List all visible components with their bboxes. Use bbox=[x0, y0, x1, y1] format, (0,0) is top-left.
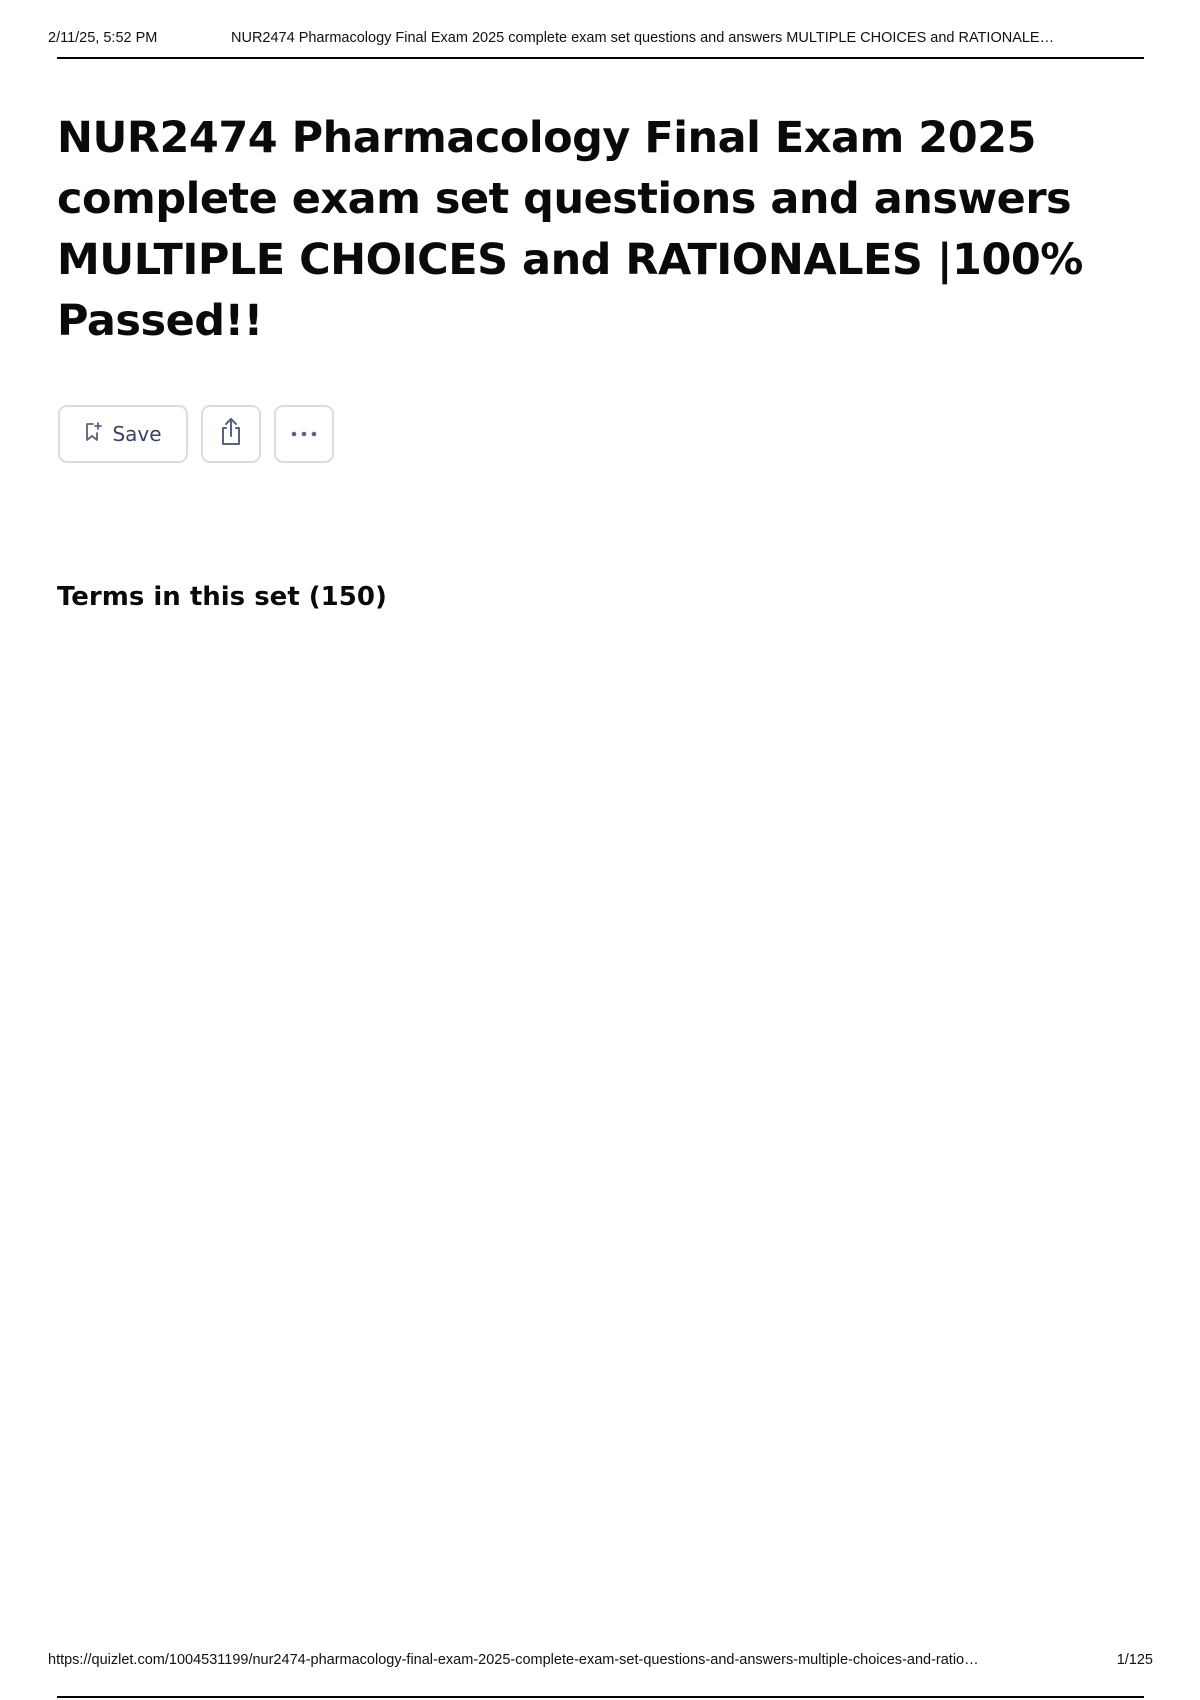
print-document-title: NUR2474 Pharmacology Final Exam 2025 complete exam set questions and answers MULTIPLE CHOICES and RATIONALE… bbox=[231, 30, 1055, 46]
more-options-button[interactable] bbox=[274, 405, 334, 463]
header-divider bbox=[57, 57, 1144, 59]
set-actions-toolbar bbox=[58, 405, 334, 463]
save-button[interactable] bbox=[58, 405, 188, 463]
page-title-line: MULTIPLE CHOICES and RATIONALES |100% bbox=[57, 235, 1083, 285]
page-title-line: NUR2474 Pharmacology Final Exam 2025 bbox=[57, 113, 1036, 163]
share-button[interactable] bbox=[201, 405, 261, 463]
save-button-label: Save bbox=[112, 422, 162, 446]
print-date: 2/11/25, 5:52 PM bbox=[48, 30, 158, 46]
page-title-line: complete exam set questions and answers bbox=[57, 174, 1072, 224]
page-title bbox=[57, 108, 1117, 352]
print-header bbox=[48, 30, 1146, 50]
page-number: 1/125 bbox=[1116, 1652, 1153, 1668]
print-url: https://quizlet.com/1004531199/nur2474-pharmacology-final-exam-2025-complete-exam-set-questions-and-answers-multiple-choices-and-ratio… bbox=[48, 1652, 979, 1668]
bookmark-plus-icon bbox=[84, 422, 102, 447]
footer-divider bbox=[57, 1696, 1144, 1698]
terms-count-heading: Terms in this set (150) bbox=[57, 582, 387, 612]
page-title-line: Passed!! bbox=[57, 296, 263, 346]
share-icon bbox=[216, 416, 246, 453]
print-footer bbox=[48, 1652, 1153, 1672]
more-horizontal-icon bbox=[289, 425, 319, 443]
